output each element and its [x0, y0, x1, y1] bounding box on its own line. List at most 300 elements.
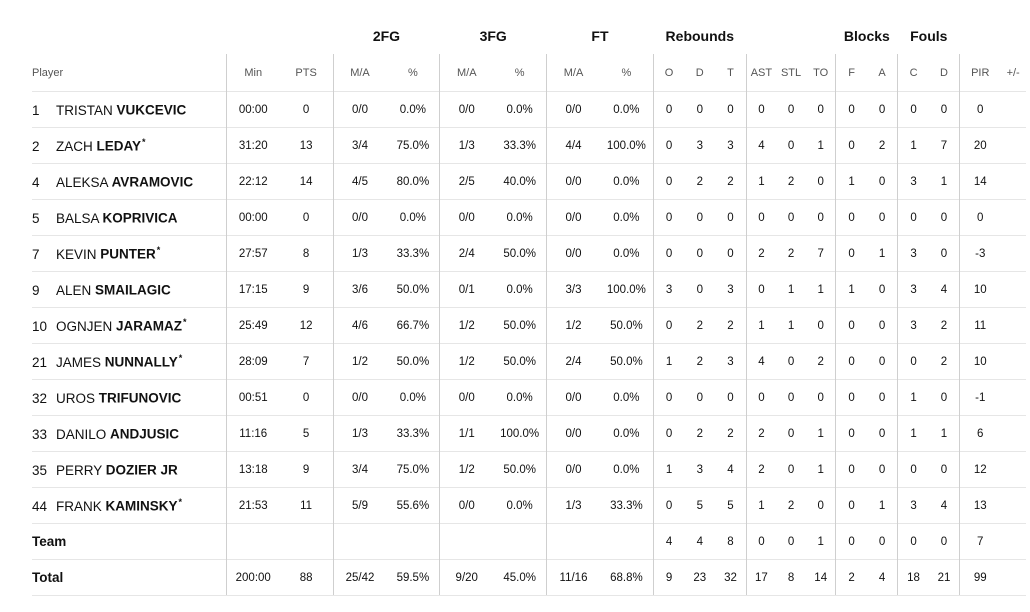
starter-marker: *: [178, 497, 183, 508]
cell-stl: 1: [776, 308, 806, 344]
cell-blk-f: 0: [836, 92, 867, 128]
table-row: [32, 416, 1026, 452]
group-header-row: [32, 18, 1026, 54]
cell-foul-d: 21: [929, 560, 960, 596]
cell-ft-pct: 50.0%: [600, 344, 653, 380]
jersey-number: 32: [32, 390, 48, 406]
cell-reb-t: 3: [715, 272, 746, 308]
cell-3fg-pct: 0.0%: [493, 92, 546, 128]
cell-reb-t: 0: [715, 200, 746, 236]
cell-plusminus: [1000, 164, 1026, 200]
header-ast: AST: [746, 54, 776, 92]
team-row: [32, 560, 1026, 596]
player-name-cell[interactable]: [32, 488, 226, 524]
cell-reb-t: 3: [715, 128, 746, 164]
cell-pir: -1: [960, 380, 1001, 416]
cell-pts: 9: [280, 452, 333, 488]
player-name-cell[interactable]: [32, 380, 226, 416]
header-plusminus: +/-: [1006, 66, 1020, 79]
cell-blk-f: 0: [836, 236, 867, 272]
cell-reb-o: 0: [653, 200, 684, 236]
cell-foul-c: 1: [898, 128, 929, 164]
cell-blk-f: 0: [836, 488, 867, 524]
player-name-cell[interactable]: [32, 416, 226, 452]
jersey-number: 33: [32, 426, 48, 442]
table-row: [32, 164, 1026, 200]
table-row: [32, 200, 1026, 236]
cell-2fg-pct: [386, 524, 439, 560]
player-first-name: ALEN: [56, 282, 92, 298]
cell-pir: 7: [960, 524, 1001, 560]
cell-blk-f: 0: [836, 524, 867, 560]
cell-to: 0: [806, 92, 836, 128]
header-3fg-ma: M/A: [440, 54, 493, 92]
player-first-name: OGNJEN: [56, 318, 113, 334]
cell-2fg-ma: 0/0: [333, 92, 386, 128]
cell-foul-c: 3: [898, 236, 929, 272]
cell-ft-pct: 50.0%: [600, 308, 653, 344]
cell-blk-f: 0: [836, 128, 867, 164]
cell-3fg-pct: 50.0%: [493, 308, 546, 344]
cell-reb-o: 1: [653, 452, 684, 488]
cell-pts: 0: [280, 92, 333, 128]
cell-reb-d: 23: [684, 560, 715, 596]
cell-reb-d: 3: [684, 128, 715, 164]
cell-pir: 10: [960, 344, 1001, 380]
cell-blk-a: 0: [867, 524, 898, 560]
cell-min: 28:09: [226, 344, 279, 380]
player-last-name[interactable]: KOPRIVICA: [102, 210, 178, 226]
cell-reb-t: 5: [715, 488, 746, 524]
cell-blk-a: 1: [867, 488, 898, 524]
cell-plusminus: [1000, 272, 1026, 308]
cell-3fg-ma: 9/20: [440, 560, 493, 596]
player-last-name[interactable]: KAMINSKY: [105, 498, 178, 514]
starter-marker: *: [156, 245, 161, 256]
cell-2fg-ma: 25/42: [333, 560, 386, 596]
player-last-name[interactable]: TRIFUNOVIC: [98, 390, 182, 406]
cell-3fg-ma: 2/4: [440, 236, 493, 272]
cell-ft-pct: 0.0%: [600, 200, 653, 236]
cell-min: 27:57: [226, 236, 279, 272]
cell-to: 0: [806, 380, 836, 416]
header-foul-d: D: [940, 66, 948, 79]
cell-min: 11:16: [226, 416, 279, 452]
cell-reb-t: 2: [715, 308, 746, 344]
cell-pts: 0: [280, 380, 333, 416]
cell-foul-d: 0: [929, 236, 960, 272]
player-name-cell[interactable]: [32, 308, 226, 344]
cell-to: 0: [806, 164, 836, 200]
cell-ast: 17: [746, 560, 776, 596]
cell-ast: 0: [746, 272, 776, 308]
cell-3fg-ma: [440, 524, 493, 560]
cell-2fg-ma: [333, 524, 386, 560]
player-last-name[interactable]: NUNNALLY: [104, 354, 178, 370]
cell-min: 31:20: [226, 128, 279, 164]
cell-to: 0: [806, 200, 836, 236]
player-name-cell[interactable]: [32, 272, 226, 308]
cell-pts: 5: [280, 416, 333, 452]
cell-foul-d: 0: [929, 452, 960, 488]
cell-blk-f: 0: [836, 416, 867, 452]
player-first-name: JAMES: [56, 354, 102, 370]
cell-reb-o: 0: [653, 128, 684, 164]
cell-reb-d: 0: [684, 236, 715, 272]
cell-ft-pct: 100.0%: [600, 272, 653, 308]
cell-2fg-pct: 0.0%: [386, 380, 439, 416]
header-reb-o: O: [653, 54, 684, 92]
cell-foul-c: 0: [898, 452, 929, 488]
player-first-name: FRANK: [56, 498, 102, 514]
cell-3fg-ma: 1/1: [440, 416, 493, 452]
cell-pir: 10: [960, 272, 1001, 308]
cell-to: 0: [806, 488, 836, 524]
cell-pts: 8: [280, 236, 333, 272]
cell-reb-d: 2: [684, 308, 715, 344]
cell-stl: 0: [776, 380, 806, 416]
cell-pts: 0: [280, 200, 333, 236]
cell-to: 1: [806, 272, 836, 308]
cell-3fg-pct: [493, 524, 546, 560]
cell-2fg-ma: 1/3: [333, 236, 386, 272]
cell-reb-t: 32: [715, 560, 746, 596]
cell-foul-d: 4: [929, 272, 960, 308]
team-label: Total: [32, 570, 64, 585]
header-reb-d: D: [695, 66, 704, 79]
cell-3fg-pct: 45.0%: [493, 560, 546, 596]
jersey-number: 9: [32, 282, 40, 298]
player-last-name[interactable]: PUNTER: [100, 246, 156, 262]
team-label: Team: [32, 534, 67, 549]
cell-pts: 9: [280, 272, 333, 308]
cell-2fg-pct: 66.7%: [386, 308, 439, 344]
cell-ast: 2: [746, 452, 776, 488]
cell-foul-c: 1: [898, 380, 929, 416]
cell-plusminus: [1000, 236, 1026, 272]
cell-3fg-pct: 40.0%: [493, 164, 546, 200]
cell-blk-a: 0: [867, 200, 898, 236]
player-name-cell[interactable]: [32, 452, 226, 488]
cell-foul-c: 0: [898, 200, 929, 236]
cell-pir: 12: [960, 452, 1001, 488]
cell-pir: 99: [960, 560, 1001, 596]
cell-pir: 0: [960, 200, 1001, 236]
cell-blk-a: 0: [867, 344, 898, 380]
table-row: [32, 452, 1026, 488]
cell-blk-a: 0: [867, 92, 898, 128]
jersey-number: 2: [32, 138, 40, 154]
cell-ast: 0: [746, 200, 776, 236]
cell-ft-pct: 0.0%: [600, 92, 653, 128]
cell-3fg-ma: 0/0: [440, 92, 493, 128]
cell-ft-ma: 0/0: [547, 452, 600, 488]
group-2fg: 2FG: [372, 28, 401, 44]
cell-foul-c: 0: [898, 92, 929, 128]
cell-stl: 0: [776, 452, 806, 488]
player-name-cell[interactable]: [32, 164, 226, 200]
cell-ft-pct: 0.0%: [600, 236, 653, 272]
player-name-cell[interactable]: [32, 344, 226, 380]
cell-pir: -3: [960, 236, 1001, 272]
cell-2fg-pct: 75.0%: [386, 452, 439, 488]
cell-to: 1: [806, 452, 836, 488]
cell-3fg-pct: 100.0%: [493, 416, 546, 452]
cell-ast: 0: [746, 524, 776, 560]
header-2fg-pct: %: [407, 66, 418, 79]
cell-ft-pct: 68.8%: [600, 560, 653, 596]
cell-ast: 0: [746, 380, 776, 416]
cell-pts: 13: [280, 128, 333, 164]
cell-reb-d: 2: [684, 416, 715, 452]
cell-reb-t: 0: [715, 380, 746, 416]
cell-3fg-ma: 1/2: [440, 344, 493, 380]
cell-min: 22:12: [226, 164, 279, 200]
cell-reb-o: 0: [653, 308, 684, 344]
player-last-name[interactable]: ANDJUSIC: [110, 426, 180, 442]
header-3fg-pct: %: [514, 66, 525, 79]
cell-pts: 88: [280, 560, 333, 596]
jersey-number: 1: [32, 102, 40, 118]
starter-marker: *: [183, 317, 187, 328]
cell-3fg-pct: 0.0%: [493, 200, 546, 236]
header-pts: PTS: [295, 66, 317, 79]
cell-reb-o: 0: [653, 380, 684, 416]
cell-ast: 1: [746, 164, 776, 200]
player-last-name[interactable]: VUKCEVIC: [116, 102, 187, 118]
cell-blk-a: 0: [867, 308, 898, 344]
cell-3fg-pct: 50.0%: [493, 452, 546, 488]
cell-ast: 1: [746, 308, 776, 344]
table-row: [32, 344, 1026, 380]
cell-plusminus: [1000, 452, 1026, 488]
cell-min: 00:00: [226, 92, 279, 128]
cell-pir: 0: [960, 92, 1001, 128]
player-first-name: PERRY: [56, 462, 103, 478]
cell-3fg-ma: 0/0: [440, 488, 493, 524]
cell-2fg-ma: 0/0: [333, 200, 386, 236]
cell-plusminus: [1000, 380, 1026, 416]
cell-ft-ma: 0/0: [547, 92, 600, 128]
cell-2fg-ma: 3/4: [333, 452, 386, 488]
group-blank: [746, 18, 836, 54]
cell-stl: 8: [776, 560, 806, 596]
cell-to: 1: [806, 524, 836, 560]
jersey-number: 35: [32, 462, 48, 478]
cell-pts: 12: [280, 308, 333, 344]
cell-foul-c: 3: [898, 308, 929, 344]
cell-to: 14: [806, 560, 836, 596]
player-name-cell[interactable]: [32, 200, 226, 236]
group-fouls: Fouls: [910, 28, 948, 44]
cell-reb-d: 0: [684, 200, 715, 236]
cell-foul-d: 1: [929, 416, 960, 452]
cell-min: 17:15: [226, 272, 279, 308]
cell-blk-a: 0: [867, 272, 898, 308]
cell-ft-ma: 4/4: [547, 128, 600, 164]
cell-blk-a: 4: [867, 560, 898, 596]
cell-3fg-ma: 2/5: [440, 164, 493, 200]
cell-reb-o: 0: [653, 164, 684, 200]
cell-plusminus: [1000, 560, 1026, 596]
cell-foul-c: 0: [898, 344, 929, 380]
group-3fg: 3FG: [479, 28, 507, 44]
group-ft: FT: [591, 28, 609, 44]
player-name-cell[interactable]: [32, 128, 226, 164]
cell-ft-pct: [600, 524, 653, 560]
cell-ft-ma: 11/16: [547, 560, 600, 596]
cell-foul-d: 7: [929, 128, 960, 164]
cell-ft-pct: 0.0%: [600, 416, 653, 452]
cell-plusminus: [1000, 524, 1026, 560]
cell-2fg-pct: 0.0%: [386, 200, 439, 236]
group-blocks: Blocks: [843, 28, 890, 44]
cell-ft-ma: 2/4: [547, 344, 600, 380]
jersey-number: 5: [32, 210, 40, 226]
cell-foul-d: 0: [929, 380, 960, 416]
cell-foul-d: 0: [929, 92, 960, 128]
cell-ft-pct: 33.3%: [600, 488, 653, 524]
cell-3fg-pct: 0.0%: [493, 488, 546, 524]
cell-3fg-ma: 1/2: [440, 452, 493, 488]
cell-pts: [280, 524, 333, 560]
cell-plusminus: [1000, 128, 1026, 164]
cell-reb-o: 4: [653, 524, 684, 560]
cell-2fg-ma: 1/3: [333, 416, 386, 452]
cell-ft-ma: 0/0: [547, 164, 600, 200]
cell-foul-c: 1: [898, 416, 929, 452]
group-blank: [32, 18, 226, 54]
cell-foul-d: 4: [929, 488, 960, 524]
cell-2fg-pct: 55.6%: [386, 488, 439, 524]
cell-blk-f: 1: [836, 272, 867, 308]
cell-reb-o: 0: [653, 488, 684, 524]
cell-ast: 2: [746, 416, 776, 452]
team-label-cell: [32, 560, 226, 596]
header-min: Min: [226, 54, 279, 92]
player-first-name: TRISTAN: [56, 102, 113, 118]
cell-stl: 0: [776, 344, 806, 380]
header-blk-a: A: [878, 66, 886, 79]
cell-blk-a: 0: [867, 452, 898, 488]
group-rebounds: Rebounds: [665, 28, 734, 44]
cell-reb-t: 2: [715, 416, 746, 452]
cell-plusminus: [1000, 308, 1026, 344]
cell-3fg-ma: 0/0: [440, 380, 493, 416]
cell-reb-d: 3: [684, 452, 715, 488]
cell-foul-c: 3: [898, 164, 929, 200]
cell-ft-ma: 1/3: [547, 488, 600, 524]
cell-reb-o: 9: [653, 560, 684, 596]
table-row: [32, 488, 1026, 524]
player-last-name[interactable]: LEDAY: [96, 138, 142, 154]
table-row: [32, 308, 1026, 344]
cell-3fg-pct: 33.3%: [493, 128, 546, 164]
player-first-name: ZACH: [56, 138, 93, 154]
cell-reb-o: 1: [653, 344, 684, 380]
cell-plusminus: [1000, 200, 1026, 236]
cell-reb-d: 0: [684, 380, 715, 416]
cell-blk-f: 0: [836, 344, 867, 380]
cell-pir: 13: [960, 488, 1001, 524]
header-player: Player: [32, 66, 64, 79]
cell-foul-c: 3: [898, 488, 929, 524]
cell-pts: 14: [280, 164, 333, 200]
cell-to: 0: [806, 308, 836, 344]
cell-3fg-pct: 0.0%: [493, 380, 546, 416]
cell-foul-d: 0: [929, 200, 960, 236]
cell-reb-t: 0: [715, 92, 746, 128]
cell-stl: 0: [776, 200, 806, 236]
cell-min: 21:53: [226, 488, 279, 524]
cell-reb-o: 0: [653, 92, 684, 128]
starter-marker: *: [178, 353, 183, 364]
cell-stl: 2: [776, 488, 806, 524]
cell-ft-ma: 3/3: [547, 272, 600, 308]
cell-stl: 0: [776, 128, 806, 164]
cell-min: 13:18: [226, 452, 279, 488]
cell-2fg-ma: 3/4: [333, 128, 386, 164]
cell-blk-f: 0: [836, 380, 867, 416]
cell-2fg-pct: 75.0%: [386, 128, 439, 164]
cell-stl: 0: [776, 416, 806, 452]
cell-reb-d: 0: [684, 92, 715, 128]
player-last-name[interactable]: SMAILAGIC: [95, 282, 171, 298]
cell-2fg-ma: 4/6: [333, 308, 386, 344]
cell-2fg-pct: 0.0%: [386, 92, 439, 128]
cell-stl: 2: [776, 164, 806, 200]
cell-foul-d: 2: [929, 308, 960, 344]
cell-blk-f: 0: [836, 200, 867, 236]
player-last-name[interactable]: DOZIER JR: [105, 462, 178, 478]
player-first-name: BALSA: [56, 210, 99, 226]
cell-foul-c: 3: [898, 272, 929, 308]
cell-blk-f: 0: [836, 308, 867, 344]
cell-reb-d: 5: [684, 488, 715, 524]
player-name-cell[interactable]: [32, 92, 226, 128]
player-last-name[interactable]: AVRAMOVIC: [111, 174, 194, 190]
cell-min: 00:00: [226, 200, 279, 236]
cell-2fg-pct: 50.0%: [386, 344, 439, 380]
player-first-name: UROS: [56, 390, 96, 406]
cell-reb-d: 2: [684, 344, 715, 380]
cell-reb-t: 0: [715, 236, 746, 272]
cell-pir: 6: [960, 416, 1001, 452]
cell-ft-ma: 0/0: [547, 200, 600, 236]
cell-plusminus: [1000, 416, 1026, 452]
column-header-row: [32, 54, 1026, 92]
cell-blk-a: 0: [867, 416, 898, 452]
player-first-name: DANILO: [56, 426, 107, 442]
player-name-cell[interactable]: [32, 236, 226, 272]
cell-reb-d: 0: [684, 272, 715, 308]
cell-foul-c: 0: [898, 524, 929, 560]
cell-ft-pct: 0.0%: [600, 452, 653, 488]
cell-2fg-pct: 33.3%: [386, 416, 439, 452]
cell-ft-ma: 0/0: [547, 236, 600, 272]
cell-reb-t: 4: [715, 452, 746, 488]
cell-2fg-ma: 0/0: [333, 380, 386, 416]
table-row: [32, 92, 1026, 128]
header-to: TO: [813, 66, 829, 79]
header-foul-c: C: [898, 54, 929, 92]
player-last-name[interactable]: JARAMAZ: [116, 318, 183, 334]
cell-ast: 0: [746, 92, 776, 128]
cell-reb-o: 3: [653, 272, 684, 308]
cell-stl: 1: [776, 272, 806, 308]
group-blank: [960, 18, 1026, 54]
cell-3fg-ma: 0/0: [440, 200, 493, 236]
